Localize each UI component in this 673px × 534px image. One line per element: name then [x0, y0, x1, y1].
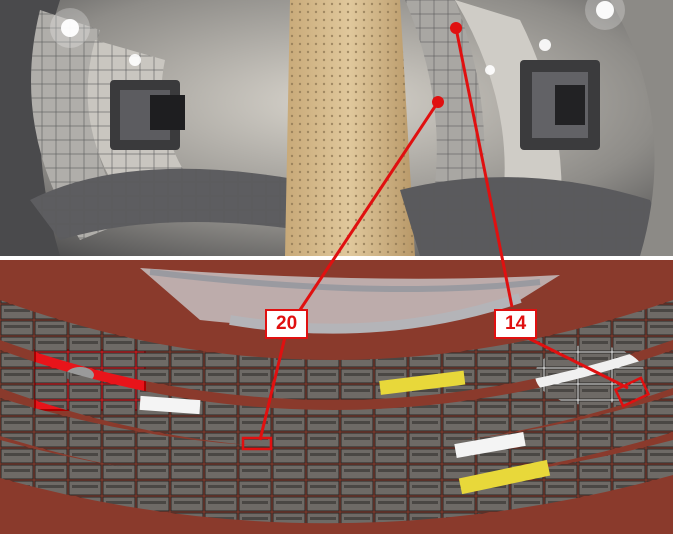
callout-label-14: 14	[494, 309, 537, 339]
callout-14-target-box	[616, 378, 649, 406]
callout-20-leader-line	[292, 102, 438, 322]
callout-20-target-box	[243, 438, 271, 449]
callout-14-leader-line	[456, 28, 512, 307]
callout-label-20: 20	[265, 309, 308, 339]
callout-14-leader-line-lower	[520, 334, 628, 388]
callout-14-point-marker	[450, 22, 462, 34]
callout-20-point-marker	[432, 96, 444, 108]
callout-20-leader-line-lower	[260, 337, 285, 440]
